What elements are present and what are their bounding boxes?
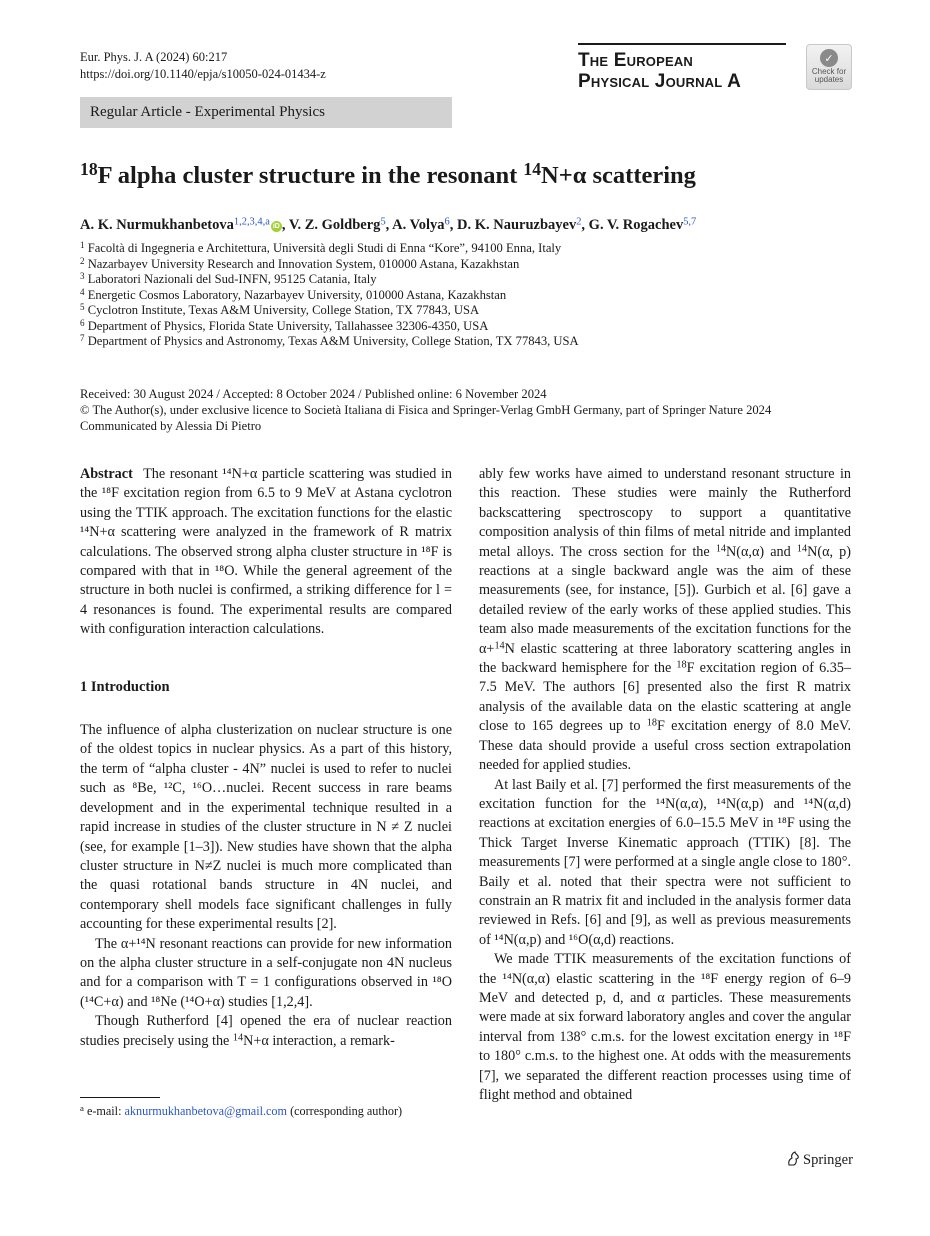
author-name[interactable]: G. V. Rogachev	[588, 217, 684, 233]
abstract-text: The resonant ¹⁴N+α particle scattering was studied in the ¹⁸F excitation region from 6.5 to 9 MeV at Astana cyclotron using the TTIK approach. The excitation functions for the elastic ¹⁴N+α scattering were analyzed in the framework of R matrix calculations. The observed strong alpha cluster structure in ¹⁸F is compared with that in ¹⁸O. While the general agreement of the structure in both nuclei is confirmed, a striking difference for l = 4 resonances is found. The experimental results are compared with configuration interaction calculations.	[80, 466, 452, 638]
author-list: A. K. Nurmukhanbetova$^{1,2,3,4,a}$ iD , V. Z. Goldberg$^5$, A. Volya$^6$, D. K. Nauruzbayev$^2$, G. V. Rogachev$^{5,7}$	[80, 216, 697, 233]
author-affiliation-ref[interactable]: 5	[380, 216, 386, 228]
affiliation-text: Department of Physics, Florida State University, Tallahassee 32306-4350, USA	[87, 318, 489, 333]
bookmark-icon: ✓	[820, 49, 838, 67]
journal-logo-line2: Physical Journal A	[578, 71, 742, 92]
communicated-by: Communicated by Alessia Di Pietro	[80, 419, 262, 433]
affiliation-text: Facoltà di Ingegneria e Architettura, Università degli Studi di Enna “Kore”, 94100 Enna, Italy	[87, 241, 562, 255]
affiliation-item	[80, 319, 860, 335]
affiliation-item	[80, 303, 860, 319]
footnote-mark: a	[80, 1103, 84, 1114]
affiliation-text: Nazarbayev University Research and Innovation System, 010000 Astana, Kazakhstan	[87, 256, 520, 271]
footnote-suffix: (corresponding author)	[287, 1104, 403, 1118]
affiliation-item	[80, 241, 860, 257]
affiliation-number: 2	[80, 255, 85, 266]
received-dates: Received: 30 August 2024 / Accepted: 8 October 2024 / Published online: 6 November 2024	[80, 387, 547, 401]
check-for-updates-badge[interactable]	[806, 44, 852, 90]
journal-logo	[578, 43, 786, 92]
author-affiliation-ref[interactable]: 5,7	[683, 216, 697, 228]
copyright-line: © The Author(s), under exclusive licence to Società Italiana di Fisica and Springer-Verlag GmbH Germany, part of Springer Nature 2024	[80, 403, 772, 417]
journal-logo-line1: The European	[578, 50, 694, 71]
title-sup-14: 14	[523, 159, 542, 180]
affiliation-item	[80, 288, 860, 304]
intro-paragraph-5: We made TTIK measurements of the excitation functions of the ¹⁴N(α,α) elastic scattering in the ¹⁸F energy region of 6–9 MeV and detected p, d, and α particles. These measurements were made at six forward laboratory angles and cover the angular interval from 138° c.m.s. for the lowest excitation energy in ¹⁸F to 180° c.m.s. to the highest one. At odds with the measurements [7], we separated the different reaction processes using time of flight method and obtained	[479, 951, 851, 1103]
author-name[interactable]: V. Z. Goldberg	[288, 217, 381, 233]
affiliation-number: 3	[80, 270, 85, 281]
affiliation-item	[80, 257, 860, 273]
affiliation-text: Cyclotron Institute, Texas A&M University, College Station, TX 77843, USA	[87, 303, 480, 317]
doi-link[interactable]: https://doi.org/10.1140/epja/s10050-024-01434-z	[80, 67, 326, 81]
abstract-label: Abstract	[80, 466, 133, 482]
author-affiliation-ref[interactable]: 1,2,3,4,a	[233, 216, 270, 228]
author-name[interactable]: A. Volya	[392, 217, 445, 233]
affiliation-number: 1	[80, 239, 85, 250]
affiliation-item	[80, 334, 860, 350]
intro-paragraph-3-cont: ably few works have aimed to understand resonant structure in this reaction. These studies were mainly the Rutherford backscattering spectroscopy to support a quantitative composition analysis of thin films of metal nitride and implanted metal alloys. The cross section for the $^{14}$N(α,α) and $^{14}$N(α, p) reactions at a single backward angle was the aim of these measurements (see, for instance, [5]). Gurbich et al. [6] gave a detailed review of the early works of these applied studies. This team also made measurements of the excitation functions for the α+$^{14}$N elastic scattering at three laboratory scattering angles in the backward hemisphere for the $^{18}$F excitation region of 6.35–7.5 MeV. The authors [6] presented also the first R matrix analysis of the available data on the elastic scattering at angle close to 165 degrees up to $^{18}$F excitation energy of 8.0 MeV. These data should provide a useful cross section extrapolation needed for applied studies.	[479, 466, 852, 774]
intro-paragraph-2: The α+¹⁴N resonant reactions can provide for new information on the alpha cluster structure in a self-conjugate non 4N nucleus and for a comparison with T = 1 configurations observed in ¹⁸O (¹⁴C+α) and ¹⁸Ne (¹⁴O+α) studies [1,2,4].	[80, 935, 452, 1010]
footnote-divider	[80, 1097, 160, 1098]
orcid-icon[interactable]: iD	[272, 223, 280, 230]
springer-horse-icon	[786, 1151, 800, 1166]
title-sup-18: 18	[80, 159, 98, 180]
abstract	[80, 465, 452, 640]
affiliation-number: 6	[80, 317, 85, 328]
badge-text-line2: updates	[814, 75, 844, 84]
article-type-banner: Regular Article - Experimental Physics	[80, 97, 452, 128]
right-column	[479, 465, 851, 1105]
publisher-logo	[786, 1151, 853, 1169]
title-part1: F alpha cluster structure in the resonant	[97, 162, 524, 189]
article-title	[80, 160, 860, 192]
affiliation-list	[80, 241, 860, 350]
affiliation-number: 4	[80, 286, 85, 297]
affiliation-text: Department of Physics and Astronomy, Texas A&M University, College Station, TX 77843, USA	[87, 334, 579, 348]
publication-history	[80, 386, 860, 434]
affiliation-item	[80, 272, 860, 288]
author-name[interactable]: A. K. Nurmukhanbetova	[80, 217, 234, 233]
affiliation-text: Laboratori Nazionali del Sud-INFN, 95125 Catania, Italy	[87, 272, 377, 286]
title-part2: N+α scattering	[541, 162, 696, 189]
intro-paragraph-1: The influence of alpha clusterization on nuclear structure is one of the oldest topics in nuclear physics. As a part of this history, the term of “alpha cluster - 4N” nuclei is used to refer to nuclei such as ⁸Be, ¹²C, ¹⁶O…nuclei. Recent success in rare beams development and in the experimental technique resulted in a rapid increase in studies of the cluster structure in N ≠ Z nuclei (see, for example [1–3]). New studies have shown that the alpha cluster structure in N≠Z nuclei is much more complicated than the quasi rotational bands structure in 4N nuclei, and contemporary shell models face significant challenges in fully accounting for these experimental results [2].	[80, 722, 452, 933]
citation-header	[80, 49, 326, 83]
affiliation-number: 5	[80, 301, 85, 312]
section-heading-introduction: 1 Introduction	[80, 678, 170, 695]
intro-paragraph-3-start: Though Rutherford [4] opened the era of nuclear reaction studies precisely using the $^{14}$N+α interaction, a remark-	[80, 1013, 452, 1049]
footnote-prefix: e-mail:	[83, 1104, 125, 1118]
journal-citation: Eur. Phys. J. A (2024) 60:217	[80, 50, 228, 64]
publisher-name: Springer	[803, 1152, 853, 1168]
badge-text-line1: Check for	[811, 67, 847, 76]
email-link[interactable]: aknurmukhanbetova@gmail.com	[124, 1104, 288, 1118]
affiliation-text: Energetic Cosmos Laboratory, Nazarbayev University, 010000 Astana, Kazakhstan	[87, 287, 507, 302]
left-column	[80, 465, 452, 1051]
affiliation-number: 7	[80, 332, 85, 343]
footnote	[80, 1103, 402, 1119]
author-name[interactable]: D. K. Nauruzbayev	[456, 217, 577, 233]
author-affiliation-ref[interactable]: 6	[444, 216, 450, 228]
author-affiliation-ref[interactable]: 2	[576, 216, 582, 228]
intro-paragraph-4: At last Baily et al. [7] performed the first measurements of the excitation function for the ¹⁴N(α,α), ¹⁴N(α,p) and ¹⁴N(α,d) reactions at excitation energies of 6.0–15.5 MeV in ¹⁸F using the Thick Target Inverse Kinematic approach (TTIK) [8]. The measurements [7] were performed at a single angle close to 180°. Baily et al. noted that their spectra were not sufficient to constrain an R matrix fit and included in the analysis former data reviewed in Refs. [6] and [9], as well as previous measurements of ¹⁴N(α,p) and ¹⁶O(α,d) reactions.	[479, 776, 851, 948]
